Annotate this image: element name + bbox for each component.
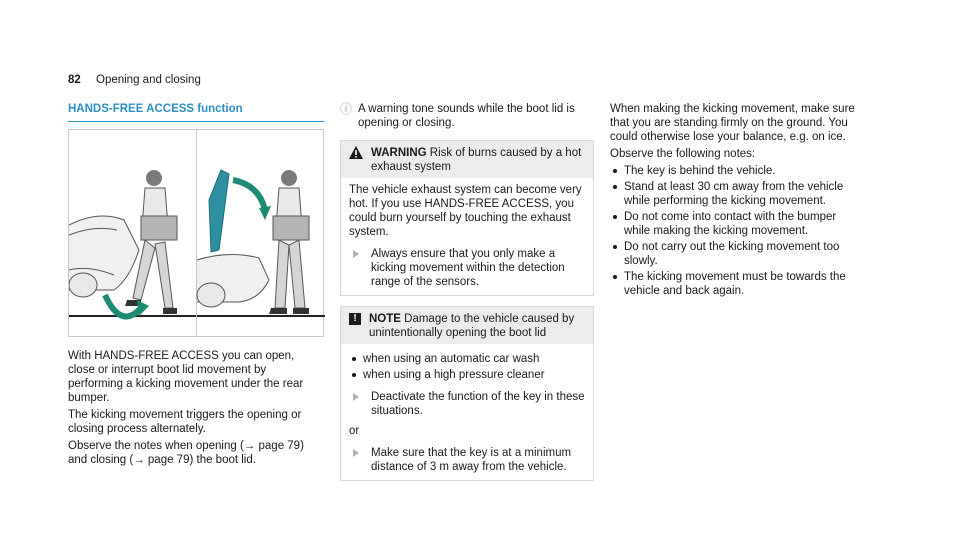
notice-step-1 [349,390,585,418]
kick-illustration [68,129,324,337]
warning-body [341,178,593,295]
notice-body [341,344,593,480]
trigger-paragraph: The kicking movement triggers the opening or closing process alternately. [68,409,302,435]
observe-paragraph: Observe the notes when opening (→ page 79) and closing (→ page 79) the boot lid. [68,440,304,466]
or-text: or [349,425,360,437]
warning-triangle-icon [349,146,363,159]
step-arrow-icon [349,247,363,289]
page-number: 82 [68,74,81,86]
step-arrow-icon [349,446,363,474]
notice-box [340,306,594,481]
right-person-drawing [269,170,309,314]
illustration-svg [69,130,325,338]
stance-paragraph: When making the kicking movement, make sure that you are standing firmly on the ground. You could otherwise lose your balance, e.g. on ice. [610,103,855,143]
intro-paragraph: With HANDS-FREE ACCESS you can open, close or interrupt boot lid movement by performing a kicking movement under the rear bumper. [68,350,304,404]
list-item: when using a high pressure cleaner [349,368,585,382]
list-item: Stand at least 30 cm away from the vehicle while performing the kicking movement. [610,180,860,208]
warning-step [349,247,585,289]
warning-label: WARNING [371,147,427,159]
list-item: Do not carry out the kicking movement too slowly. [610,240,860,268]
observe-notes-paragraph: Observe the following notes: [610,148,756,160]
column-2 [340,102,594,481]
step-arrow-icon [349,390,363,418]
warning-title: Risk of burns caused by a hot exhaust system [371,147,582,173]
notice-step-1-text: Deactivate the function of the key in these situations. [371,391,585,417]
column-1 [68,102,324,467]
info-note-text: A warning tone sounds while the boot lid is opening or closing. [358,103,575,129]
section-name: Opening and closing [96,74,201,86]
warning-heading [371,146,587,174]
list-item: The key is behind the vehicle. [610,164,860,178]
page-header [68,73,201,87]
kick-arrowhead [137,300,149,316]
warning-text: The vehicle exhaust system can become very hot. If you use HANDS-FREE ACCESS, you could burn yourself by touching the exhaust system. [349,184,582,238]
info-note [340,102,594,130]
info-icon: ⓘ [340,102,353,116]
list-item: when using an automatic car wash [349,352,585,366]
warning-header [341,141,593,178]
notice-step-2-text: Make sure that the key is at a minimum distance of 3 m away from the vehicle. [371,447,572,473]
notice-title: Damage to the vehicle caused by unintentionally opening the boot lid [369,313,575,339]
left-car-drawing [69,216,139,297]
section-title: HANDS-FREE ACCESS function [68,102,324,122]
notice-bullets [349,352,585,382]
warning-box [340,140,594,296]
notice-header [341,307,593,344]
exclamation-icon: ! [349,313,361,325]
notes-list [610,164,860,298]
notice-heading [369,312,587,340]
notice-step-2 [349,446,585,474]
list-item: The kicking movement must be towards the vehicle and back again. [610,270,860,298]
list-item: Do not come into contact with the bumper while making the kicking movement. [610,210,860,238]
column-3 [610,102,860,298]
warning-step-text: Always ensure that you only make a kicking movement within the detection range of the sensors. [371,248,565,288]
boot-lid-arrow-icon [233,180,265,210]
notice-label: NOTE [369,313,401,325]
